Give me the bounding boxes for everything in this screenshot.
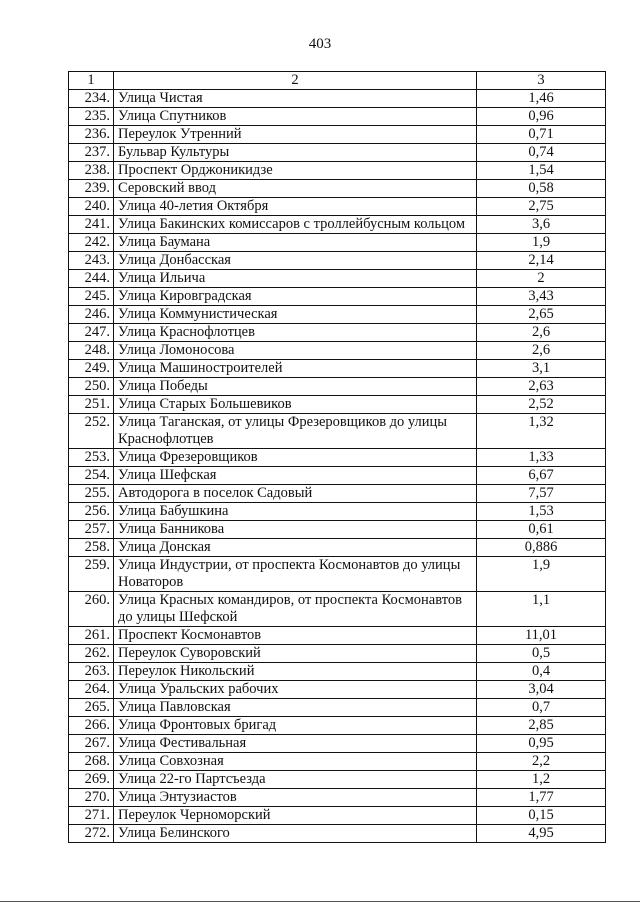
street-length: 0,95 xyxy=(477,735,606,753)
street-length: 4,95 xyxy=(477,825,606,843)
street-name: Улица Донбасская xyxy=(114,252,477,270)
street-length: 0,74 xyxy=(477,144,606,162)
street-name: Переулок Никольский xyxy=(114,663,477,681)
row-number: 244. xyxy=(69,270,114,288)
street-length: 0,71 xyxy=(477,126,606,144)
street-length: 1,9 xyxy=(477,234,606,252)
table-row xyxy=(69,717,606,735)
street-name: Бульвар Культуры xyxy=(114,144,477,162)
street-length: 1,46 xyxy=(477,90,606,108)
street-length: 3,04 xyxy=(477,681,606,699)
street-name: Улица Банникова xyxy=(114,521,477,539)
table-row xyxy=(69,288,606,306)
row-number: 257. xyxy=(69,521,114,539)
street-length: 2,52 xyxy=(477,396,606,414)
row-number: 270. xyxy=(69,789,114,807)
street-name: Улица Энтузиастов xyxy=(114,789,477,807)
row-number: 235. xyxy=(69,108,114,126)
street-name: Улица Краснофлотцев xyxy=(114,324,477,342)
street-name: Улица 22-го Партсъезда xyxy=(114,771,477,789)
row-number: 267. xyxy=(69,735,114,753)
table-header-row xyxy=(69,72,606,90)
row-number: 241. xyxy=(69,216,114,234)
street-length: 2,14 xyxy=(477,252,606,270)
table-row xyxy=(69,108,606,126)
street-name: Улица Бабушкина xyxy=(114,503,477,521)
page-bottom-edge xyxy=(0,901,640,902)
street-name: Улица Бакинских комиссаров с троллейбусным кольцом xyxy=(114,216,477,234)
row-number: 242. xyxy=(69,234,114,252)
table-row xyxy=(69,467,606,485)
row-number: 260. xyxy=(69,592,114,627)
street-length: 7,57 xyxy=(477,485,606,503)
table-row xyxy=(69,90,606,108)
table-row xyxy=(69,324,606,342)
street-name: Автодорога в поселок Садовый xyxy=(114,485,477,503)
street-name: Улица Павловская xyxy=(114,699,477,717)
street-length: 0,96 xyxy=(477,108,606,126)
table-row xyxy=(69,592,606,627)
street-length: 2,63 xyxy=(477,378,606,396)
row-number: 248. xyxy=(69,342,114,360)
street-name: Улица Машиностроителей xyxy=(114,360,477,378)
street-name: Улица Шефская xyxy=(114,467,477,485)
row-number: 252. xyxy=(69,414,114,449)
street-length: 1,1 xyxy=(477,592,606,627)
row-number: 237. xyxy=(69,144,114,162)
row-number: 254. xyxy=(69,467,114,485)
street-name: Проспект Орджоникидзе xyxy=(114,162,477,180)
street-length: 2,65 xyxy=(477,306,606,324)
row-number: 264. xyxy=(69,681,114,699)
street-name: Улица Чистая xyxy=(114,90,477,108)
row-number: 234. xyxy=(69,90,114,108)
row-number: 246. xyxy=(69,306,114,324)
table-row xyxy=(69,521,606,539)
table-row xyxy=(69,807,606,825)
row-number: 238. xyxy=(69,162,114,180)
street-length: 2,6 xyxy=(477,342,606,360)
street-name: Улица Старых Большевиков xyxy=(114,396,477,414)
street-length: 2,2 xyxy=(477,753,606,771)
table-row xyxy=(69,414,606,449)
row-number: 240. xyxy=(69,198,114,216)
street-length: 2,85 xyxy=(477,717,606,735)
street-length: 3,1 xyxy=(477,360,606,378)
table-row xyxy=(69,126,606,144)
header-col-3: 3 xyxy=(477,72,606,90)
header-col-1: 1 xyxy=(69,72,114,90)
table-row xyxy=(69,663,606,681)
row-number: 271. xyxy=(69,807,114,825)
street-length: 2,75 xyxy=(477,198,606,216)
street-name: Улица Коммунистическая xyxy=(114,306,477,324)
street-length: 0,4 xyxy=(477,663,606,681)
street-name: Улица Донская xyxy=(114,539,477,557)
row-number: 258. xyxy=(69,539,114,557)
table-row xyxy=(69,735,606,753)
row-number: 251. xyxy=(69,396,114,414)
street-length: 0,61 xyxy=(477,521,606,539)
street-name: Проспект Космонавтов xyxy=(114,627,477,645)
table-row xyxy=(69,270,606,288)
street-length: 1,77 xyxy=(477,789,606,807)
table-row xyxy=(69,198,606,216)
row-number: 249. xyxy=(69,360,114,378)
street-name: Улица Белинского xyxy=(114,825,477,843)
header-col-2: 2 xyxy=(114,72,477,90)
street-length: 0,58 xyxy=(477,180,606,198)
street-name: Улица Фестивальная xyxy=(114,735,477,753)
street-name: Переулок Утренний xyxy=(114,126,477,144)
row-number: 263. xyxy=(69,663,114,681)
street-name: Серовский ввод xyxy=(114,180,477,198)
street-length: 1,32 xyxy=(477,414,606,449)
row-number: 261. xyxy=(69,627,114,645)
table-row xyxy=(69,557,606,592)
street-name: Улица Индустрии, от проспекта Космонавтов до улицы Новаторов xyxy=(114,557,477,592)
table-row xyxy=(69,360,606,378)
street-name: Улица Фронтовых бригад xyxy=(114,717,477,735)
street-name: Улица Фрезеровщиков xyxy=(114,449,477,467)
row-number: 272. xyxy=(69,825,114,843)
street-length: 0,886 xyxy=(477,539,606,557)
street-length: 3,43 xyxy=(477,288,606,306)
street-name: Переулок Черноморский xyxy=(114,807,477,825)
street-length: 1,9 xyxy=(477,557,606,592)
table-row xyxy=(69,825,606,843)
table-row xyxy=(69,252,606,270)
row-number: 268. xyxy=(69,753,114,771)
street-name: Улица 40-летия Октября xyxy=(114,198,477,216)
street-name: Улица Ломоносова xyxy=(114,342,477,360)
street-name: Улица Победы xyxy=(114,378,477,396)
table-row xyxy=(69,144,606,162)
row-number: 256. xyxy=(69,503,114,521)
row-number: 236. xyxy=(69,126,114,144)
table-row xyxy=(69,645,606,663)
row-number: 265. xyxy=(69,699,114,717)
table-row xyxy=(69,681,606,699)
street-name: Улица Совхозная xyxy=(114,753,477,771)
street-table xyxy=(68,71,606,843)
row-number: 250. xyxy=(69,378,114,396)
table-row xyxy=(69,789,606,807)
street-length: 1,33 xyxy=(477,449,606,467)
street-name: Улица Ильича xyxy=(114,270,477,288)
street-length: 11,01 xyxy=(477,627,606,645)
table-body xyxy=(69,72,606,843)
table-row xyxy=(69,306,606,324)
page-number: 403 xyxy=(308,36,332,52)
street-name: Переулок Суворовский xyxy=(114,645,477,663)
row-number: 262. xyxy=(69,645,114,663)
street-name: Улица Спутников xyxy=(114,108,477,126)
street-length: 1,53 xyxy=(477,503,606,521)
row-number: 259. xyxy=(69,557,114,592)
street-length: 0,5 xyxy=(477,645,606,663)
table-row xyxy=(69,162,606,180)
row-number: 266. xyxy=(69,717,114,735)
table-row xyxy=(69,485,606,503)
street-name: Улица Баумана xyxy=(114,234,477,252)
row-number: 269. xyxy=(69,771,114,789)
row-number: 253. xyxy=(69,449,114,467)
street-name: Улица Уральских рабочих xyxy=(114,681,477,699)
street-length: 2 xyxy=(477,270,606,288)
street-length: 1,2 xyxy=(477,771,606,789)
street-name: Улица Таганская, от улицы Фрезеровщиков до улицы Краснофлотцев xyxy=(114,414,477,449)
table-row xyxy=(69,216,606,234)
street-length: 0,15 xyxy=(477,807,606,825)
street-name: Улица Красных командиров, от проспекта Космонавтов до улицы Шефской xyxy=(114,592,477,627)
row-number: 243. xyxy=(69,252,114,270)
table-row xyxy=(69,180,606,198)
table-row xyxy=(69,396,606,414)
table-row xyxy=(69,539,606,557)
table-row xyxy=(69,753,606,771)
table-row xyxy=(69,771,606,789)
street-length: 3,6 xyxy=(477,216,606,234)
row-number: 247. xyxy=(69,324,114,342)
table-row xyxy=(69,503,606,521)
table-row xyxy=(69,449,606,467)
table-row xyxy=(69,627,606,645)
street-name: Улица Кировградская xyxy=(114,288,477,306)
row-number: 245. xyxy=(69,288,114,306)
row-number: 239. xyxy=(69,180,114,198)
row-number: 255. xyxy=(69,485,114,503)
table-row xyxy=(69,378,606,396)
street-length: 2,6 xyxy=(477,324,606,342)
table-row xyxy=(69,699,606,717)
table-row xyxy=(69,234,606,252)
street-length: 6,67 xyxy=(477,467,606,485)
street-length: 1,54 xyxy=(477,162,606,180)
street-length: 0,7 xyxy=(477,699,606,717)
table-row xyxy=(69,342,606,360)
